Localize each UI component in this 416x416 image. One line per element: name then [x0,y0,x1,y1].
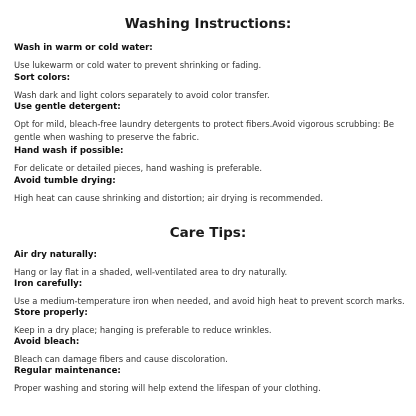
washing-item-hand-wash [14,145,410,175]
item-label: Avoid bleach: [14,337,80,347]
washing-item-warm-cold-water [14,42,410,72]
item-description: Use a medium-temperature iron when needed, and avoid high heat to prevent scorch marks. [14,296,405,306]
item-label: Iron carefully: [14,279,83,289]
care-item-store-properly [14,307,410,337]
item-label: Use gentle detergent: [14,102,121,112]
item-label: Regular maintenance: [14,366,121,376]
care-item-regular-maintenance [14,365,410,395]
item-description: Hang or lay flat in a shaded, well-ventilated area to dry naturally. [14,267,288,277]
washing-item-gentle-detergent [14,101,410,144]
item-description: Proper washing and storing will help extend the lifespan of your clothing. [14,383,321,393]
item-label: Sort colors: [14,73,71,83]
item-description: Bleach can damage fibers and cause discoloration. [14,354,228,364]
washing-instructions-heading: Washing Instructions: [124,16,292,32]
item-description: For delicate or detailed pieces, hand washing is preferable. [14,163,263,173]
item-label: Wash in warm or cold water: [14,43,153,53]
care-tips-heading: Care Tips: [169,225,247,241]
item-label: Air dry naturally: [14,250,97,260]
care-item-air-dry [14,249,410,279]
item-label: Hand wash if possible: [14,146,124,156]
care-item-avoid-bleach [14,336,410,366]
item-description: Wash dark and light colors separately to avoid color transfer. [14,90,270,100]
item-description: Use lukewarm or cold water to prevent shrinking or fading. [14,60,262,70]
item-label: Store properly: [14,308,88,318]
item-description: Opt for mild, bleach-free laundry detergents to protect fibers.Avoid vigorous scrubbing: Be gentle when washing to preserve the fabric. [14,119,394,142]
item-label: Avoid tumble drying: [14,176,116,186]
washing-item-avoid-tumble-drying [14,175,410,205]
care-item-iron-carefully [14,278,410,308]
item-description: Keep in a dry place; hanging is preferable to reduce wrinkles. [14,325,272,335]
item-description: High heat can cause shrinking and distortion; air drying is recommended. [14,193,324,203]
washing-item-sort-colors [14,72,410,102]
